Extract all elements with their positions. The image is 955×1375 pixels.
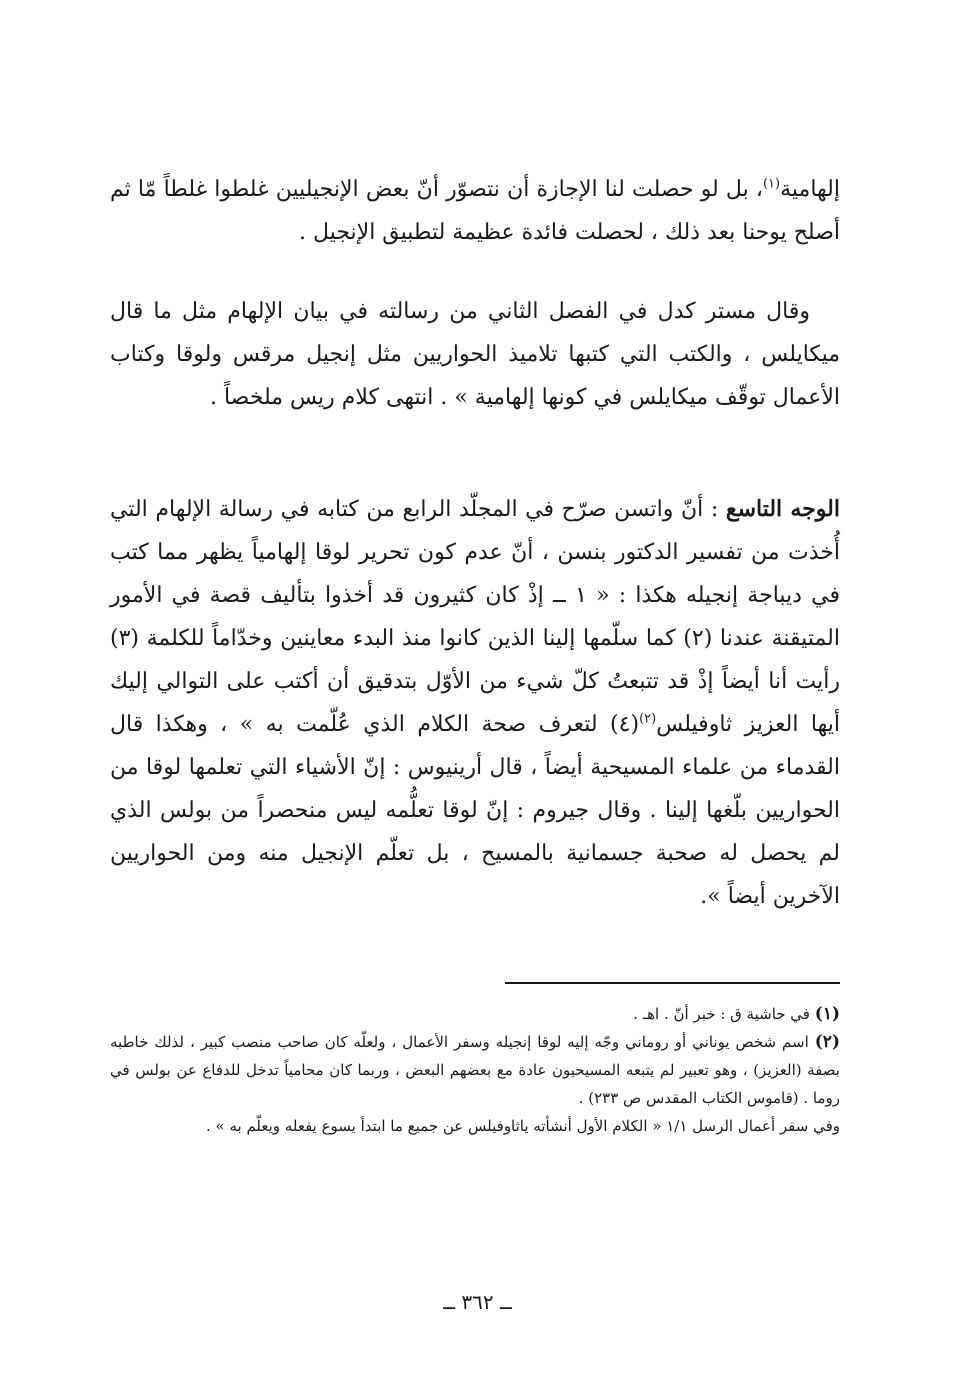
paragraph-3-part-2: (٤) لتعرف صحة الكلام الذي عُلّمت به » ، وهكذا قال القدماء من علماء المسيحية أيضاً ، قال أرينيوس : إنّ الأشياء التي تعلمها لوقا من الحواريين بلّغها إلينا . وقال جيروم : إنّ لوقا تعلُّمه ليس منحصراً من بولس الذي لم يحصل له صحبة جسمانية بالمسيح ، بل تعلّم الإنجيل منه ومن الحواريين الآخرين أيضاً ». [110,712,840,909]
paragraph-3 [110,488,840,918]
footnote-ref-1: (١) [762,176,781,192]
footnote-2-number: (٢) [814,1032,840,1052]
footnote-1-text: في حاشية ق : خبر أنّ . اهـ . [633,1005,810,1023]
footnote-2 [110,1028,840,1112]
footnote-divider [505,982,840,984]
paragraph-1-rest: ، بل لو حصلت لنا الإجازة أن نتصوّر أنّ بعض الإنجيليين غلطوا غلطاً مّا ثم أصلح يوحنا بعد ذلك ، لحصلت فائدة عظيمة لتطبيق الإنجيل . [110,177,840,245]
section-heading-ninth-aspect: الوجه التاسع [725,496,840,522]
footnote-2-continuation [110,1112,840,1140]
paragraph-3-part-1: : أنّ واتسن صرّح في المجلّد الرابع من كتابه في رسالة الإلهام التي أُخذت من تفسير الدكتور بنسن ، أنّ عدم كون تحرير لوقا إلهامياً يظهر مما كتب في ديباجة إنجيله هكذا : « ١ ــ إذْ كان كثيرون قد أخذوا بتأليف قصة في الأمور المتيقنة عندنا (٢) كما سلّمها إلينا الذين كانوا منذ البدء معاينين وخدّاماً للكلمة (٣) رأيت أنا أيضاً إذْ قد تتبعتُ كلّ شيء من الأوّل بتدقيق أن أكتب على التوالي إليك أيها العزيز ثاوفيلس [110,497,840,737]
paragraph-1 [110,168,840,254]
paragraph-2 [110,290,840,419]
paragraph-2-text: وقال مستر كدل في الفصل الثاني من رسالته في بيان الإلهام مثل ما قال ميكايلس ، والكتب التي كتبها تلاميذ الحواريين مثل إنجيل مرقس ولوقا وكتاب الأعمال توقّف ميكايلس في كونها إلهامية » . انتهى كلام ريس ملخصاً . [110,299,840,410]
footnote-2-continuation-text: وفي سفر أعمال الرسل ١/١ « الكلام الأول أنشأته ياثاوفيلس عن جميع ما ابتدأ يسوع يفعله ويعلّم به » . [205,1117,840,1135]
paragraph-1-start: إلهامية [780,177,840,202]
footnote-1 [110,1000,840,1028]
footnote-ref-2: (٢) [639,711,657,727]
page-number: ــ ٣٦٢ ــ [443,1290,512,1314]
footnotes [110,1000,840,1140]
footnote-1-number: (١) [814,1004,840,1024]
footnote-2-text: اسم شخص يوناني أو روماني وجّه إليه لوقا إنجيله وسفر الأعمال ، ولعلّه كان صاحب منصب كبير ، لذلك خاطبه بصفة (العزيز) ، وهو تعبير لم يتبعه المسيحيون عادة مع بعضهم البعض ، وربما كان محامياً تدخل للدفاع عن بولس في روما . (قاموس الكتاب المقدس ص ٢٣٣) . [110,1033,840,1107]
